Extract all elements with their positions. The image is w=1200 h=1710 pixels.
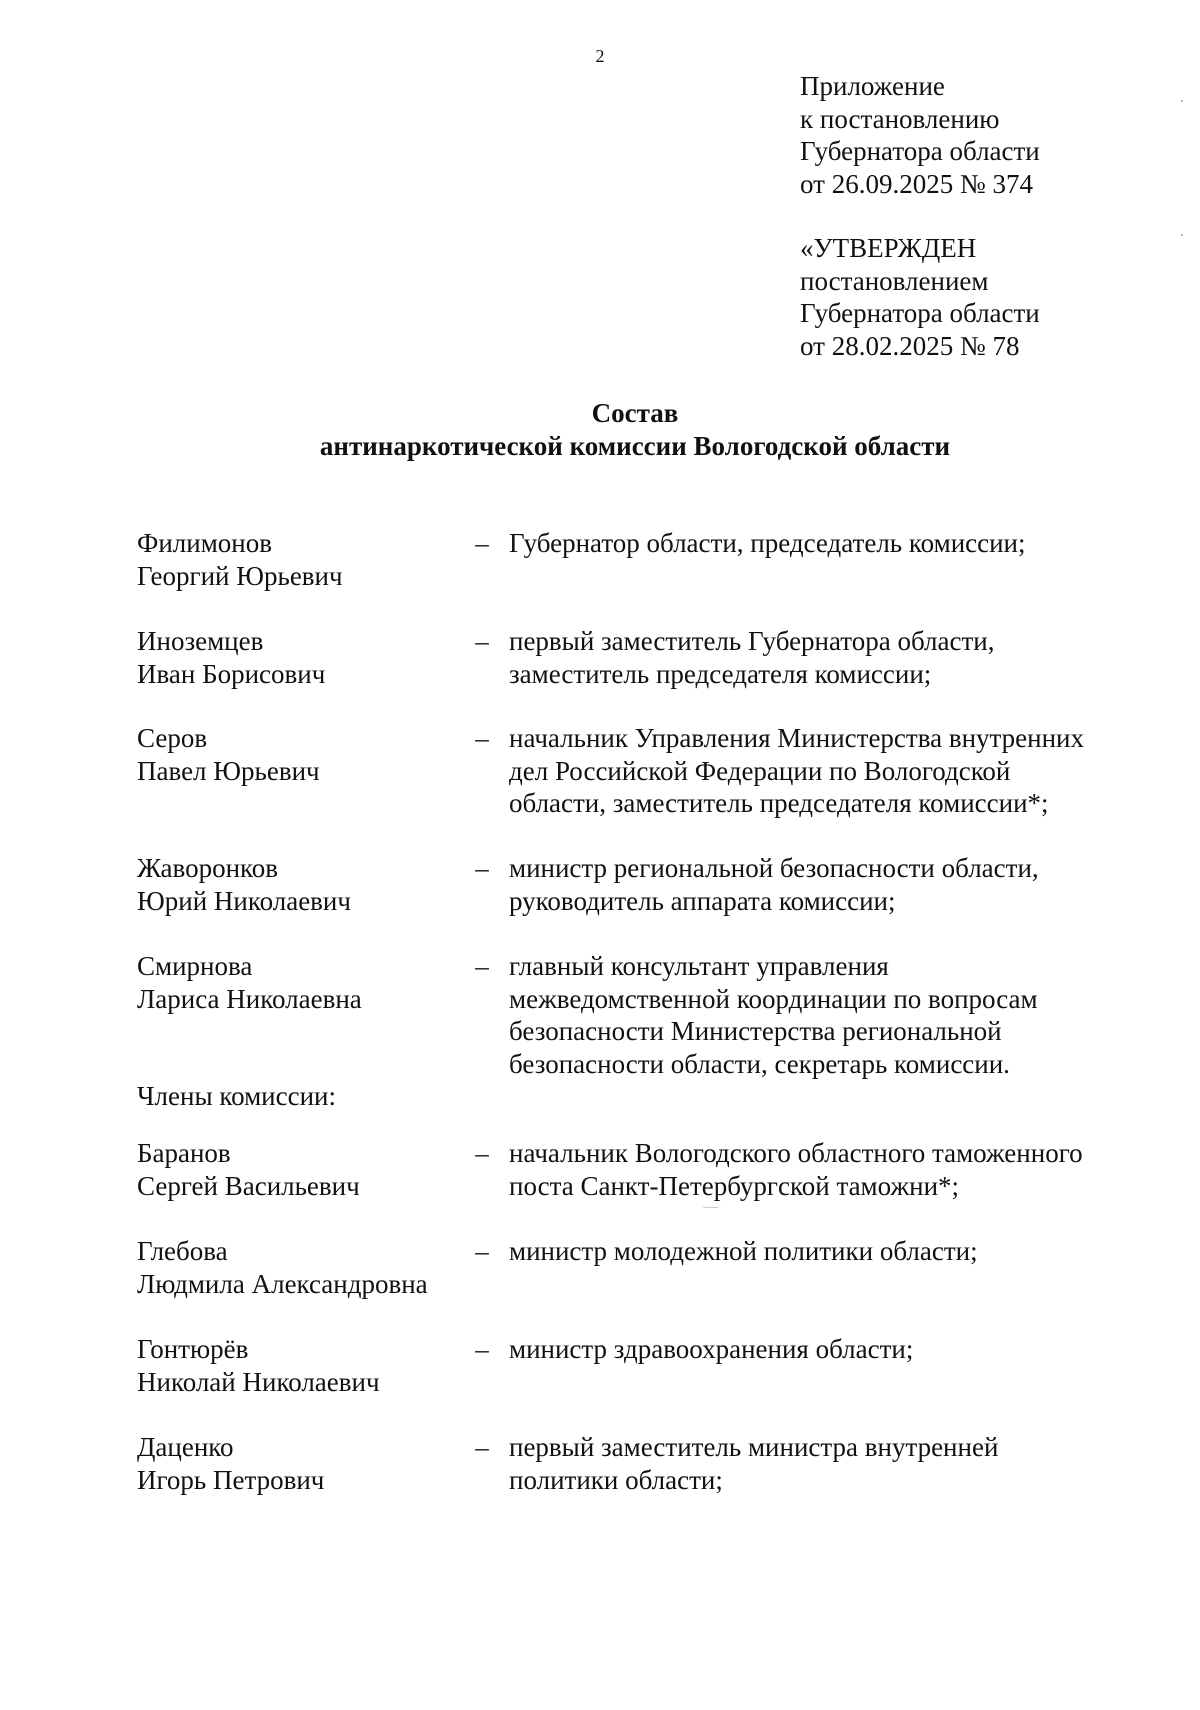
role-line: дел Российской Федерации по Вологодской	[509, 755, 1011, 786]
title-line-2: антинаркотической комиссии Вологодской области	[319, 430, 951, 461]
member-given-names: Николай Николаевич	[137, 1366, 380, 1397]
title-line-1: Состав	[591, 398, 679, 428]
role-line: первый заместитель министра внутренней	[509, 1432, 999, 1462]
member-name	[137, 1333, 477, 1398]
member-given-names: Юрий Николаевич	[137, 885, 351, 916]
role-line: области, заместитель председателя комиссии*;	[509, 788, 1049, 818]
scan-speck	[1181, 234, 1183, 236]
appendix-line: от 26.09.2025 № 374	[800, 168, 1033, 199]
appendix-line: к постановлению	[800, 103, 1000, 134]
member-surname: Жаворонков	[137, 853, 279, 883]
member-given-names: Георгий Юрьевич	[137, 560, 343, 591]
member-surname: Гонтюрёв	[137, 1334, 249, 1364]
appendix-line: Губернатора области	[800, 136, 1040, 166]
role-line: заместитель председателя комиссии;	[509, 658, 932, 689]
appendix-line: Приложение	[800, 71, 945, 101]
member-surname: Даценко	[137, 1432, 234, 1462]
member-name	[137, 1137, 477, 1202]
member-given-names: Людмила Александровна	[137, 1268, 428, 1299]
member-given-names: Сергей Васильевич	[137, 1170, 360, 1201]
member-surname: Иноземцев	[137, 626, 264, 656]
dash-separator: –	[475, 853, 489, 883]
dash-separator: –	[475, 1334, 489, 1364]
member-role	[509, 852, 1149, 917]
role-line: начальник Вологодского областного таможенного	[509, 1138, 1083, 1168]
member-name	[137, 527, 477, 592]
member-role	[509, 950, 1149, 1080]
member-surname: Смирнова	[137, 951, 253, 981]
member-name	[137, 625, 477, 690]
member-surname: Баранов	[137, 1138, 231, 1168]
role-line: безопасности области, секретарь комиссии.	[509, 1048, 1010, 1079]
member-name	[137, 722, 477, 787]
role-line: министр здравоохранения области;	[509, 1334, 914, 1364]
member-role	[509, 1137, 1149, 1202]
role-line: начальник Управления Министерства внутренних	[509, 723, 1084, 753]
role-line: главный консультант управления	[509, 951, 889, 981]
approved-line: Губернатора области	[800, 298, 1040, 328]
member-name	[137, 852, 477, 917]
dash-separator: –	[475, 723, 489, 753]
member-role	[509, 1235, 1149, 1268]
role-line: министр региональной безопасности области,	[509, 853, 1039, 883]
approved-line: «УТВЕРЖДЕН	[800, 233, 977, 263]
role-line: первый заместитель Губернатора области,	[509, 626, 995, 656]
members-section-label: Члены комиссии:	[137, 1081, 336, 1111]
document-title	[0, 397, 1200, 462]
member-given-names: Игорь Петрович	[137, 1464, 325, 1495]
role-line: Губернатор области, председатель комиссии;	[509, 528, 1026, 558]
role-line: поста Санкт-Петербургской таможни*;	[509, 1170, 960, 1201]
member-role	[509, 1431, 1149, 1496]
role-line: министр молодежной политики области;	[509, 1236, 978, 1266]
role-line: руководитель аппарата комиссии;	[509, 885, 896, 916]
role-line: безопасности Министерства региональной	[509, 1016, 1002, 1046]
member-role	[509, 527, 1149, 560]
member-name	[137, 1235, 477, 1300]
block-spacer	[800, 200, 1160, 232]
role-line: межведомственной координации по вопросам	[509, 983, 1038, 1014]
scan-speck	[1181, 100, 1183, 102]
member-name	[137, 950, 477, 1015]
dash-separator: –	[475, 1432, 489, 1462]
member-given-names: Иван Борисович	[137, 658, 326, 689]
approved-line: от 28.02.2025 № 78	[800, 330, 1020, 361]
member-role	[509, 625, 1149, 690]
page-number: 2	[595, 46, 605, 66]
member-role	[509, 1333, 1149, 1366]
dash-separator: –	[475, 1236, 489, 1266]
member-role	[509, 722, 1149, 820]
member-surname: Глебова	[137, 1236, 228, 1266]
member-surname: Филимонов	[137, 528, 272, 558]
member-given-names: Лариса Николаевна	[137, 983, 362, 1014]
dash-separator: –	[475, 626, 489, 656]
dash-separator: –	[475, 1138, 489, 1168]
member-name	[137, 1431, 477, 1496]
scan-speck	[703, 1207, 719, 1208]
appendix-block	[800, 70, 1160, 362]
member-surname: Серов	[137, 723, 208, 753]
role-line: политики области;	[509, 1464, 723, 1495]
approved-line: постановлением	[800, 265, 989, 296]
dash-separator: –	[475, 528, 489, 558]
member-given-names: Павел Юрьевич	[137, 755, 320, 786]
dash-separator: –	[475, 951, 489, 981]
